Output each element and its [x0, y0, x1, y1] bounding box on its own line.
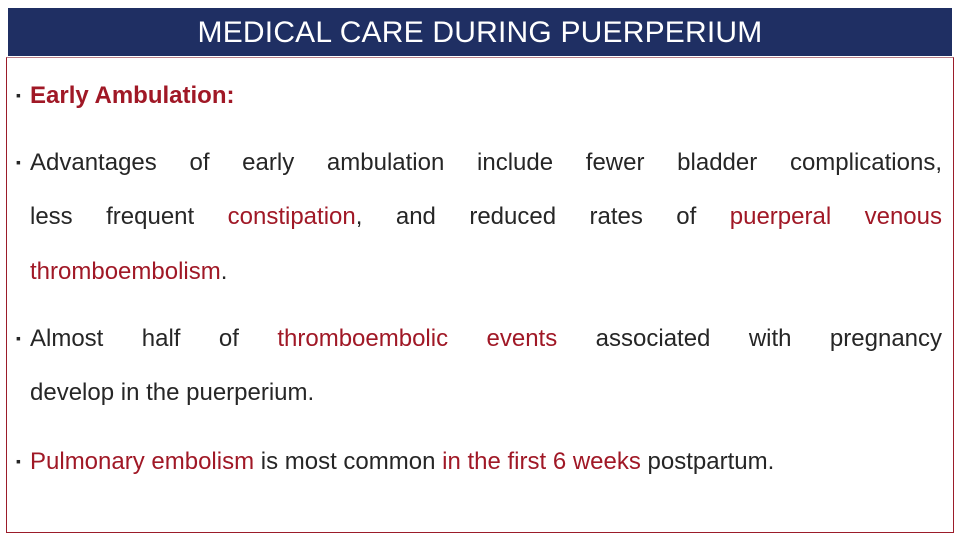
bullet-icon: ▪: [16, 154, 21, 170]
bullet-icon: ▪: [16, 330, 21, 346]
heading-early-ambulation: Early Ambulation:: [30, 82, 235, 109]
term-thromboembolism: thromboembolism: [30, 258, 221, 285]
term-puerperal-venous: puerperal venous: [729, 203, 942, 230]
bullet-almost-half-line1: [16, 323, 942, 354]
term-thromboembolic-events: thromboembolic events: [277, 325, 558, 352]
bullet-icon: ▪: [16, 453, 21, 469]
bullet-advantages-line2: [30, 202, 942, 232]
bullet-almost-half-line2: [30, 378, 942, 408]
pulmonary-text-b: postpartum.: [640, 448, 775, 475]
advantages-text-b: , and reduced rates of: [355, 203, 730, 230]
advantages-text-a: less frequent: [30, 203, 228, 230]
bullet-early-ambulation: [16, 80, 942, 111]
slide-title: MEDICAL CARE DURING PUERPERIUM: [8, 8, 952, 56]
almost-half-text-line2: develop in the puerperium.: [30, 379, 315, 406]
almost-half-text-b: associated with pregnancy: [557, 325, 943, 352]
advantages-text-line1: Advantages of early ambulation include fewer bladder complications,: [30, 149, 942, 176]
period: .: [220, 258, 228, 285]
term-constipation: constipation: [227, 203, 356, 230]
pulmonary-text-a: is most common: [254, 448, 443, 475]
bullet-advantages-line1: [16, 147, 942, 178]
almost-half-text-a: Almost half of: [30, 325, 278, 352]
term-first-6-weeks: in the first 6 weeks: [442, 448, 641, 475]
bullet-advantages-line3: [30, 257, 942, 287]
term-pulmonary-embolism: Pulmonary embolism: [30, 448, 255, 475]
bullet-pulmonary-embolism: [16, 446, 942, 477]
bullet-icon: ▪: [16, 87, 21, 103]
